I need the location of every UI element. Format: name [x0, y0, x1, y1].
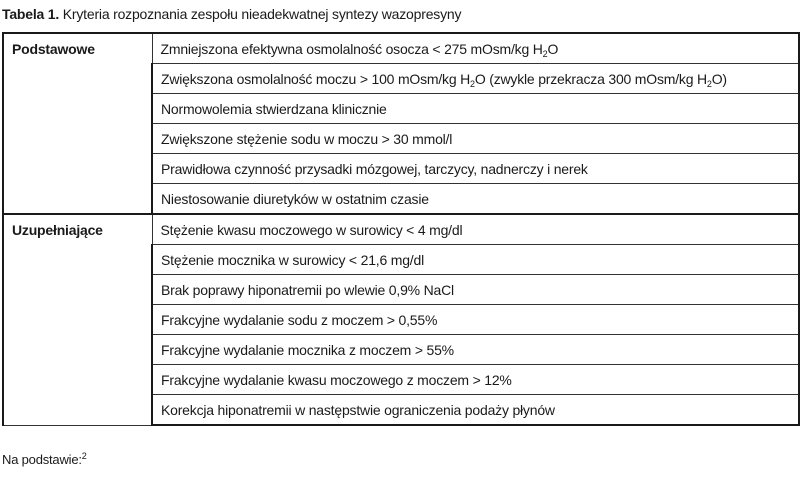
category-cell-supplementary: Uzupełniające: [3, 214, 152, 425]
criterion-text: O): [711, 70, 727, 87]
table-row: [3, 214, 799, 245]
criterion-cell: Prawidłowa czynność przysadki mózgowej, tarczycy, nadnerczy i nerek: [152, 154, 799, 184]
criterion-cell: Frakcyjne wydalanie kwasu moczowego z moczem > 12%: [152, 365, 799, 395]
table-caption-text: Kryteria rozpoznania zespołu nieadekwatnej syntezy wazopresyny: [62, 6, 462, 22]
criterion-cell: Korekcja hiponatremii w następstwie ograniczenia podaży płynów: [152, 395, 799, 426]
table-caption-label: Tabela 1.: [2, 6, 60, 22]
criteria-table: [2, 32, 800, 426]
criterion-cell: Zwiększone stężenie sodu w moczu > 30 mmol/l: [152, 124, 799, 154]
criterion-cell: Niestosowanie diuretyków w ostatnim czasie: [152, 184, 799, 215]
table-caption: [2, 6, 461, 22]
criterion-text: O: [547, 40, 559, 57]
criterion-cell: [152, 64, 799, 94]
criterion-cell: Stężenie mocznika w surowicy < 21,6 mg/dl: [152, 245, 799, 275]
criterion-cell: [152, 33, 799, 64]
criterion-cell: Frakcyjne wydalanie mocznika z moczem > 55%: [152, 335, 799, 365]
criterion-cell: Brak poprawy hiponatremii po wlewie 0,9% NaCl: [152, 275, 799, 305]
source-note-text: Na podstawie:: [2, 452, 82, 467]
source-reference: 2: [81, 451, 87, 461]
criteria-table-body: [3, 33, 799, 425]
table-row: [3, 33, 799, 64]
criterion-cell: Stężenie kwasu moczowego w surowicy < 4 mg/dl: [152, 214, 799, 245]
criterion-subscript: 2: [542, 48, 548, 59]
criterion-text: O (zwykle przekracza 300 mOsm/kg H: [474, 70, 707, 87]
criterion-subscript: 2: [706, 78, 712, 89]
criterion-cell: Frakcyjne wydalanie sodu z moczem > 0,55%: [152, 305, 799, 335]
criterion-subscript: 2: [470, 78, 475, 89]
criterion-text: Zmniejszona efektywna osmolalność osocza < 275 mOsm/kg H: [160, 40, 543, 57]
criterion-cell: Normowolemia stwierdzana klinicznie: [152, 94, 799, 124]
category-cell-basic: Podstawowe: [3, 33, 152, 214]
source-note: [2, 452, 87, 467]
criterion-text: Zwiększona osmolalność moczu > 100 mOsm/kg H: [161, 70, 471, 87]
